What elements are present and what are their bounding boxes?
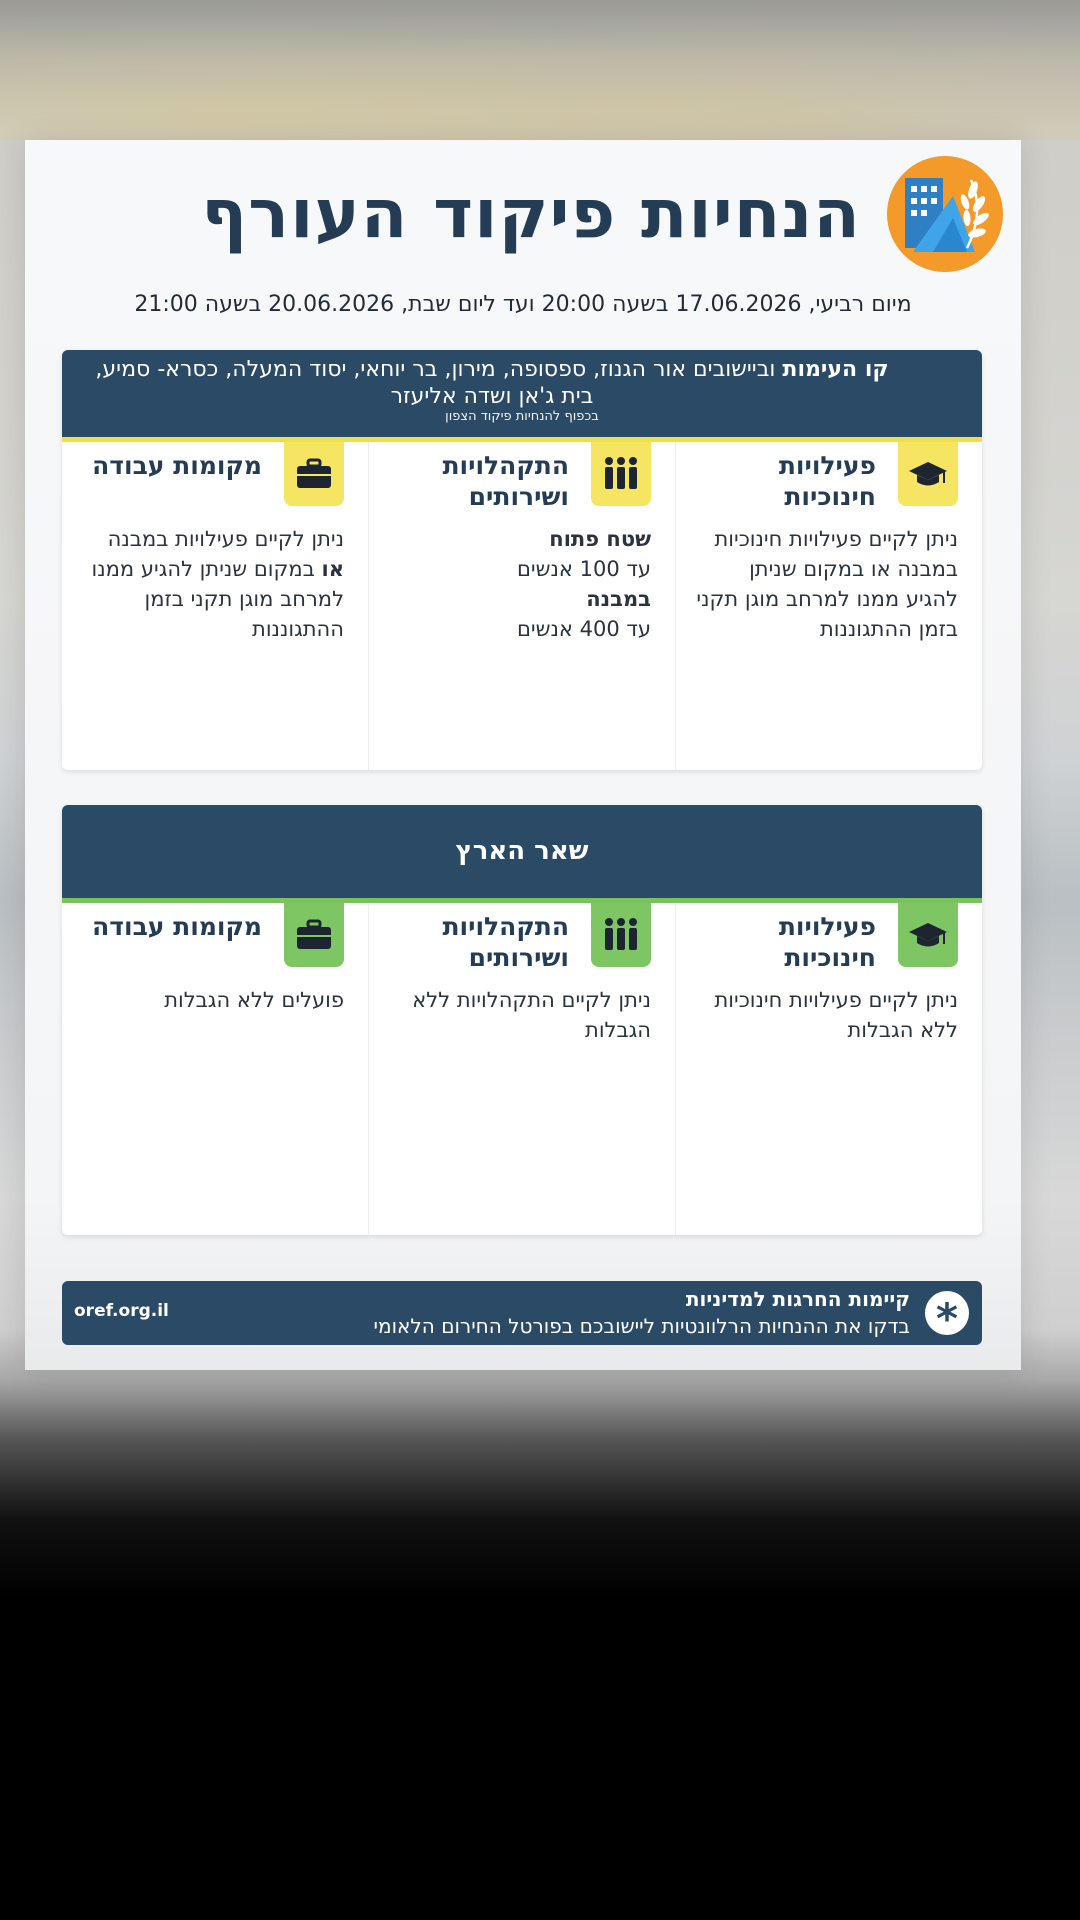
graduation-cap-icon bbox=[898, 442, 958, 506]
date-range: מיום רביעי, 17.06.2026 בשעה 20:00 ועד ליום שבת, 20.06.2026 בשעה 21:00 bbox=[134, 292, 912, 317]
exceptions-title: קיימות החרגות למדיניות bbox=[685, 1287, 910, 1311]
rest-of-country-header bbox=[62, 805, 982, 903]
workplaces-body-a: ניתן לקיים פעילויות במבנה bbox=[107, 527, 344, 551]
workplaces-column-2 bbox=[62, 903, 368, 1235]
workplaces-body-or: או bbox=[321, 557, 344, 581]
workplaces-body-2: פועלים ללא הגבלות bbox=[164, 988, 344, 1012]
rest-of-country-title: שאר הארץ bbox=[455, 836, 589, 866]
workplaces-body-b: במקום שניתן להגיע ממנו למרחב מוגן תקני בזמן ההתגוננות bbox=[91, 557, 344, 641]
workplaces-title-2: מקומות עבודה bbox=[92, 912, 262, 941]
briefcase-icon bbox=[284, 442, 344, 506]
header bbox=[201, 156, 1003, 272]
gatherings-body bbox=[389, 524, 651, 644]
gatherings-title: התקהלויות ושירותים bbox=[442, 451, 569, 511]
education-title: פעילויות חינוכיות bbox=[778, 451, 876, 511]
people-group-icon bbox=[591, 903, 651, 967]
building-label: במבנה bbox=[586, 587, 651, 611]
education-column-2 bbox=[675, 903, 982, 1235]
home-front-command-logo-icon bbox=[887, 156, 1003, 272]
workplaces-body bbox=[82, 524, 344, 644]
guidelines-card bbox=[25, 140, 1021, 1370]
briefcase-icon bbox=[284, 903, 344, 967]
rest-of-country-columns bbox=[62, 903, 982, 1235]
education-body-2: ניתן לקיים פעילויות חינוכיות ללא הגבלות bbox=[714, 988, 958, 1042]
blurred-background bbox=[0, 0, 1080, 140]
rest-of-country-panel bbox=[62, 805, 982, 1235]
frontline-header-text bbox=[62, 350, 982, 410]
education-column bbox=[675, 442, 982, 770]
workplaces-title: מקומות עבודה bbox=[92, 451, 262, 480]
frontline-header bbox=[62, 350, 982, 442]
frontline-header-note: בכפוף להנחיות פיקוד הצפון bbox=[445, 409, 599, 424]
asterisk-icon: * bbox=[925, 1291, 969, 1335]
frontline-header-bold: קו העימות bbox=[782, 357, 889, 382]
education-body: ניתן לקיים פעילויות חינוכיות במבנה או במקום שניתן להגיע ממנו למרחב מוגן תקני בזמן ההתגוננות bbox=[696, 527, 958, 641]
website-link[interactable]: oref.org.il bbox=[74, 1301, 169, 1321]
gatherings-body-2: ניתן לקיים התקהלויות ללא הגבלות bbox=[412, 988, 651, 1042]
graduation-cap-icon bbox=[898, 903, 958, 967]
page-title: הנחיות פיקוד העורף bbox=[201, 174, 861, 254]
gatherings-column bbox=[368, 442, 675, 770]
workplaces-column bbox=[62, 442, 368, 770]
open-area-label: שטח פתוח bbox=[549, 527, 651, 551]
frontline-columns bbox=[62, 442, 982, 770]
gatherings-title-2: התקהלויות ושירותים bbox=[442, 912, 569, 972]
building-value: עד 400 אנשים bbox=[516, 617, 651, 641]
education-title-2: פעילויות חינוכיות bbox=[778, 912, 876, 972]
exceptions-banner bbox=[62, 1281, 982, 1345]
frontline-header-rest: וביישובים אור הגנוז, ספסופה, מירון, בר יוחאי, יסוד המעלה, כסרא- סמיע, בית ג'אן ושדה אליעזר bbox=[95, 357, 783, 409]
people-group-icon bbox=[591, 442, 651, 506]
gatherings-column-2 bbox=[368, 903, 675, 1235]
exceptions-text: בדקו את ההנחיות הרלוונטיות ליישובכם בפורטל החירום הלאומי bbox=[373, 1314, 910, 1338]
frontline-panel bbox=[62, 350, 982, 770]
open-area-value: עד 100 אנשים bbox=[516, 557, 651, 581]
